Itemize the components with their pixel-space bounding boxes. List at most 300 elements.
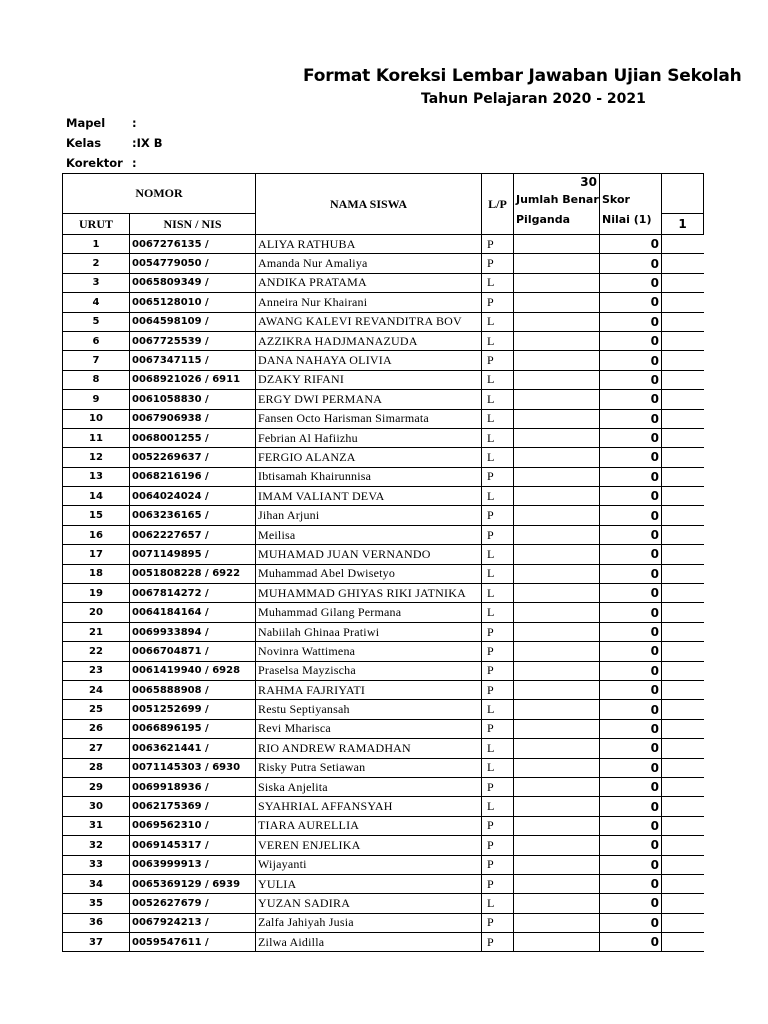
table-row <box>63 855 704 874</box>
row-extra <box>662 254 704 273</box>
row-nama-siswa: Ibtisamah Khairunnisa <box>256 467 482 486</box>
row-jumlah-benar <box>514 758 600 777</box>
row-skor: 0 <box>600 351 662 370</box>
row-nama-siswa: Febrian Al Hafiizhu <box>256 428 482 447</box>
row-extra <box>662 312 704 331</box>
row-lp: L <box>482 739 514 758</box>
row-jumlah-benar <box>514 816 600 835</box>
row-jumlah-benar <box>514 933 600 952</box>
table-row <box>63 836 704 855</box>
row-urut: 21 <box>63 622 130 641</box>
row-jumlah-benar <box>514 855 600 874</box>
row-lp: P <box>482 816 514 835</box>
row-jumlah-benar <box>514 331 600 350</box>
row-jumlah-benar <box>514 312 600 331</box>
row-extra <box>662 622 704 641</box>
row-extra <box>662 293 704 312</box>
row-nama-siswa: Wijayanti <box>256 855 482 874</box>
row-urut: 22 <box>63 642 130 661</box>
row-skor: 0 <box>600 506 662 525</box>
row-nisn: 0061058830 / <box>130 390 256 409</box>
table-row <box>63 312 704 331</box>
row-lp: L <box>482 487 514 506</box>
row-urut: 12 <box>63 448 130 467</box>
row-extra <box>662 584 704 603</box>
row-urut: 16 <box>63 525 130 544</box>
row-jumlah-benar <box>514 777 600 796</box>
meta-korektor-value: : <box>132 156 137 170</box>
row-jumlah-benar <box>514 428 600 447</box>
document-title: Format Koreksi Lembar Jawaban Ujian Sekolah <box>303 66 742 86</box>
row-urut: 36 <box>63 913 130 932</box>
table-row <box>63 487 704 506</box>
row-nama-siswa: Jihan Arjuni <box>256 506 482 525</box>
row-lp: L <box>482 390 514 409</box>
row-jumlah-benar <box>514 584 600 603</box>
row-skor: 0 <box>600 836 662 855</box>
row-lp: P <box>482 293 514 312</box>
table-row <box>63 874 704 893</box>
row-extra <box>662 874 704 893</box>
row-nama-siswa: ALIYA RATHUBA <box>256 235 482 254</box>
header-jumlah-line2: Pilganda <box>516 213 571 226</box>
header-extra-top <box>662 174 704 214</box>
table-row <box>63 467 704 486</box>
row-nisn: 0063236165 / <box>130 506 256 525</box>
table-row <box>63 254 704 273</box>
row-skor: 0 <box>600 661 662 680</box>
row-skor: 0 <box>600 487 662 506</box>
row-skor: 0 <box>600 816 662 835</box>
row-nisn: 0051808228 / 6922 <box>130 564 256 583</box>
row-skor: 0 <box>600 584 662 603</box>
row-urut: 9 <box>63 390 130 409</box>
row-jumlah-benar <box>514 351 600 370</box>
row-skor: 0 <box>600 933 662 952</box>
row-jumlah-benar <box>514 661 600 680</box>
row-urut: 1 <box>63 235 130 254</box>
row-extra <box>662 273 704 292</box>
row-nama-siswa: Siska Anjelita <box>256 777 482 796</box>
row-lp: P <box>482 506 514 525</box>
row-nama-siswa: ERGY DWI PERMANA <box>256 390 482 409</box>
row-nama-siswa: RAHMA FAJRIYATI <box>256 680 482 699</box>
row-nama-siswa: Anneira Nur Khairani <box>256 293 482 312</box>
row-nisn: 0066704871 / <box>130 642 256 661</box>
row-lp: L <box>482 370 514 389</box>
row-nama-siswa: AWANG KALEVI REVANDITRA BOV <box>256 312 482 331</box>
row-lp: P <box>482 836 514 855</box>
row-jumlah-benar <box>514 293 600 312</box>
row-urut: 14 <box>63 487 130 506</box>
row-nama-siswa: Praselsa Mayzischa <box>256 661 482 680</box>
row-nisn: 0067347115 / <box>130 351 256 370</box>
row-nama-siswa: DANA NAHAYA OLIVIA <box>256 351 482 370</box>
row-nisn: 0068216196 / <box>130 467 256 486</box>
row-skor: 0 <box>600 545 662 564</box>
row-nisn: 0069562310 / <box>130 816 256 835</box>
row-nisn: 0067924213 / <box>130 913 256 932</box>
row-extra <box>662 894 704 913</box>
document-subtitle: Tahun Pelajaran 2020 - 2021 <box>421 91 646 107</box>
header-jumlah-count: 30 <box>580 175 597 189</box>
row-urut: 27 <box>63 739 130 758</box>
row-skor: 0 <box>600 448 662 467</box>
row-extra <box>662 642 704 661</box>
row-urut: 34 <box>63 874 130 893</box>
row-jumlah-benar <box>514 680 600 699</box>
row-lp: L <box>482 603 514 622</box>
row-nisn: 0067276135 / <box>130 235 256 254</box>
row-extra <box>662 719 704 738</box>
row-nama-siswa: FERGIO ALANZA <box>256 448 482 467</box>
meta-mapel-value: : <box>132 116 137 130</box>
row-extra <box>662 758 704 777</box>
row-extra <box>662 661 704 680</box>
row-nisn: 0068921026 / 6911 <box>130 370 256 389</box>
row-skor: 0 <box>600 894 662 913</box>
row-skor: 0 <box>600 564 662 583</box>
row-skor: 0 <box>600 777 662 796</box>
row-jumlah-benar <box>514 913 600 932</box>
row-urut: 37 <box>63 933 130 952</box>
row-lp: L <box>482 331 514 350</box>
row-extra <box>662 933 704 952</box>
table-row <box>63 661 704 680</box>
row-jumlah-benar <box>514 564 600 583</box>
row-lp: P <box>482 719 514 738</box>
row-urut: 24 <box>63 680 130 699</box>
table-row <box>63 331 704 350</box>
row-nama-siswa: Amanda Nur Amaliya <box>256 254 482 273</box>
row-jumlah-benar <box>514 273 600 292</box>
header-skor <box>600 174 662 235</box>
row-jumlah-benar <box>514 235 600 254</box>
row-extra <box>662 913 704 932</box>
row-nama-siswa: SYAHRIAL AFFANSYAH <box>256 797 482 816</box>
table-row <box>63 584 704 603</box>
header-nomor: NOMOR <box>63 174 256 214</box>
row-extra <box>662 525 704 544</box>
meta-kelas-value: :IX B <box>132 136 163 150</box>
row-skor: 0 <box>600 254 662 273</box>
row-nama-siswa: Restu Septiyansah <box>256 700 482 719</box>
row-extra <box>662 390 704 409</box>
row-urut: 29 <box>63 777 130 796</box>
row-nisn: 0065128010 / <box>130 293 256 312</box>
row-jumlah-benar <box>514 836 600 855</box>
row-extra <box>662 370 704 389</box>
row-nisn: 0065369129 / 6939 <box>130 874 256 893</box>
row-nisn: 0071149895 / <box>130 545 256 564</box>
row-nama-siswa: MUHAMMAD GHIYAS RIKI JATNIKA <box>256 584 482 603</box>
row-nama-siswa: Fansen Octo Harisman Simarmata <box>256 409 482 428</box>
row-nama-siswa: VEREN ENJELIKA <box>256 836 482 855</box>
row-nisn: 0067814272 / <box>130 584 256 603</box>
row-lp: P <box>482 933 514 952</box>
row-jumlah-benar <box>514 700 600 719</box>
row-urut: 7 <box>63 351 130 370</box>
row-lp: P <box>482 680 514 699</box>
row-nama-siswa: YULIA <box>256 874 482 893</box>
header-jumlah-line1: Jumlah Benar <box>516 193 599 206</box>
row-skor: 0 <box>600 719 662 738</box>
row-nisn: 0062227657 / <box>130 525 256 544</box>
row-jumlah-benar <box>514 254 600 273</box>
row-extra <box>662 700 704 719</box>
row-nama-siswa: Zilwa Aidilla <box>256 933 482 952</box>
table-row <box>63 797 704 816</box>
row-extra <box>662 331 704 350</box>
row-urut: 33 <box>63 855 130 874</box>
row-extra <box>662 428 704 447</box>
row-nisn: 0065888908 / <box>130 680 256 699</box>
row-nisn: 0054779050 / <box>130 254 256 273</box>
table-row <box>63 370 704 389</box>
table-row <box>63 777 704 796</box>
table-row <box>63 894 704 913</box>
row-nisn: 0059547611 / <box>130 933 256 952</box>
header-urut: URUT <box>63 214 130 235</box>
row-jumlah-benar <box>514 448 600 467</box>
row-jumlah-benar <box>514 545 600 564</box>
row-extra <box>662 564 704 583</box>
row-skor: 0 <box>600 855 662 874</box>
table-row <box>63 758 704 777</box>
row-jumlah-benar <box>514 409 600 428</box>
row-extra <box>662 777 704 796</box>
table-row <box>63 933 704 952</box>
row-lp: P <box>482 351 514 370</box>
row-urut: 13 <box>63 467 130 486</box>
row-nama-siswa: TIARA AURELLIA <box>256 816 482 835</box>
row-jumlah-benar <box>514 719 600 738</box>
row-jumlah-benar <box>514 622 600 641</box>
row-urut: 5 <box>63 312 130 331</box>
row-nama-siswa: IMAM VALIANT DEVA <box>256 487 482 506</box>
row-urut: 18 <box>63 564 130 583</box>
header-extra: 1 <box>662 214 704 235</box>
row-extra <box>662 797 704 816</box>
row-nama-siswa: Novinra Wattimena <box>256 642 482 661</box>
row-lp: L <box>482 448 514 467</box>
row-lp: P <box>482 642 514 661</box>
row-skor: 0 <box>600 797 662 816</box>
row-urut: 17 <box>63 545 130 564</box>
row-urut: 11 <box>63 428 130 447</box>
row-jumlah-benar <box>514 642 600 661</box>
row-nama-siswa: DZAKY RIFANI <box>256 370 482 389</box>
row-extra <box>662 816 704 835</box>
row-lp: L <box>482 584 514 603</box>
row-extra <box>662 409 704 428</box>
header-skor-line2: Nilai (1) <box>602 213 652 226</box>
row-nisn: 0066896195 / <box>130 719 256 738</box>
row-lp: P <box>482 525 514 544</box>
table-row <box>63 506 704 525</box>
row-lp: P <box>482 855 514 874</box>
row-skor: 0 <box>600 874 662 893</box>
table-row <box>63 545 704 564</box>
row-lp: L <box>482 894 514 913</box>
row-nama-siswa: Muhammad Gilang Permana <box>256 603 482 622</box>
row-jumlah-benar <box>514 390 600 409</box>
row-extra <box>662 467 704 486</box>
row-nisn: 0067906938 / <box>130 409 256 428</box>
row-skor: 0 <box>600 293 662 312</box>
row-nama-siswa: YUZAN SADIRA <box>256 894 482 913</box>
row-extra <box>662 855 704 874</box>
row-lp: L <box>482 409 514 428</box>
meta-mapel-label: Mapel <box>66 116 106 130</box>
table-row <box>63 235 704 254</box>
row-jumlah-benar <box>514 797 600 816</box>
row-nisn: 0069145317 / <box>130 836 256 855</box>
row-nisn: 0061419940 / 6928 <box>130 661 256 680</box>
row-extra <box>662 351 704 370</box>
row-nisn: 0065809349 / <box>130 273 256 292</box>
row-nisn: 0052627679 / <box>130 894 256 913</box>
row-nisn: 0052269637 / <box>130 448 256 467</box>
row-jumlah-benar <box>514 487 600 506</box>
row-jumlah-benar <box>514 874 600 893</box>
row-lp: L <box>482 273 514 292</box>
table-row <box>63 603 704 622</box>
row-skor: 0 <box>600 758 662 777</box>
meta-korektor-label: Korektor <box>66 156 123 170</box>
row-extra <box>662 448 704 467</box>
table-row <box>63 622 704 641</box>
table-row <box>63 273 704 292</box>
table-row <box>63 564 704 583</box>
table-row <box>63 525 704 544</box>
row-nama-siswa: Zalfa Jahiyah Jusia <box>256 913 482 932</box>
row-urut: 19 <box>63 584 130 603</box>
table-row <box>63 816 704 835</box>
table-row <box>63 700 704 719</box>
row-lp: L <box>482 797 514 816</box>
row-jumlah-benar <box>514 506 600 525</box>
row-jumlah-benar <box>514 894 600 913</box>
row-jumlah-benar <box>514 739 600 758</box>
row-lp: P <box>482 235 514 254</box>
table-row <box>63 642 704 661</box>
row-lp: P <box>482 467 514 486</box>
table-row <box>63 351 704 370</box>
row-extra <box>662 603 704 622</box>
row-skor: 0 <box>600 467 662 486</box>
row-lp: L <box>482 564 514 583</box>
row-lp: P <box>482 777 514 796</box>
row-extra <box>662 487 704 506</box>
row-extra <box>662 739 704 758</box>
row-extra <box>662 235 704 254</box>
row-nama-siswa: AZZIKRA HADJMANAZUDA <box>256 331 482 350</box>
table-row <box>63 739 704 758</box>
row-extra <box>662 506 704 525</box>
row-skor: 0 <box>600 390 662 409</box>
row-nisn: 0063999913 / <box>130 855 256 874</box>
table-row <box>63 390 704 409</box>
row-lp: P <box>482 913 514 932</box>
row-nisn: 0063621441 / <box>130 739 256 758</box>
table-row <box>63 293 704 312</box>
row-nama-siswa: Revi Mharisca <box>256 719 482 738</box>
row-urut: 15 <box>63 506 130 525</box>
row-lp: L <box>482 700 514 719</box>
row-jumlah-benar <box>514 370 600 389</box>
row-urut: 10 <box>63 409 130 428</box>
row-skor: 0 <box>600 700 662 719</box>
row-nisn: 0068001255 / <box>130 428 256 447</box>
row-urut: 23 <box>63 661 130 680</box>
header-nisn: NISN / NIS <box>130 214 256 235</box>
header-skor-line1: Skor <box>602 193 630 206</box>
row-nisn: 0071145303 / 6930 <box>130 758 256 777</box>
score-table <box>62 173 704 952</box>
row-jumlah-benar <box>514 467 600 486</box>
table-row <box>63 913 704 932</box>
row-urut: 6 <box>63 331 130 350</box>
header-lp: L/P <box>482 174 514 235</box>
table-row <box>63 448 704 467</box>
row-nama-siswa: ANDIKA PRATAMA <box>256 273 482 292</box>
row-skor: 0 <box>600 273 662 292</box>
table-row <box>63 409 704 428</box>
table-row <box>63 428 704 447</box>
row-urut: 20 <box>63 603 130 622</box>
row-nisn: 0064024024 / <box>130 487 256 506</box>
row-skor: 0 <box>600 428 662 447</box>
row-skor: 0 <box>600 312 662 331</box>
row-nama-siswa: Risky Putra Setiawan <box>256 758 482 777</box>
row-lp: P <box>482 622 514 641</box>
row-nama-siswa: Muhammad Abel Dwisetyo <box>256 564 482 583</box>
row-nama-siswa: MUHAMAD JUAN VERNANDO <box>256 545 482 564</box>
row-lp: L <box>482 428 514 447</box>
row-skor: 0 <box>600 525 662 544</box>
row-skor: 0 <box>600 680 662 699</box>
row-nama-siswa: Meilisa <box>256 525 482 544</box>
row-urut: 30 <box>63 797 130 816</box>
row-skor: 0 <box>600 603 662 622</box>
row-urut: 4 <box>63 293 130 312</box>
table-row <box>63 719 704 738</box>
row-jumlah-benar <box>514 603 600 622</box>
row-lp: L <box>482 312 514 331</box>
row-extra <box>662 836 704 855</box>
row-lp: L <box>482 758 514 777</box>
row-nisn: 0069918936 / <box>130 777 256 796</box>
row-skor: 0 <box>600 622 662 641</box>
row-lp: P <box>482 254 514 273</box>
row-skor: 0 <box>600 331 662 350</box>
row-urut: 31 <box>63 816 130 835</box>
row-skor: 0 <box>600 409 662 428</box>
row-urut: 28 <box>63 758 130 777</box>
row-nisn: 0069933894 / <box>130 622 256 641</box>
row-nisn: 0064598109 / <box>130 312 256 331</box>
header-jumlah-benar <box>514 174 600 235</box>
row-extra <box>662 545 704 564</box>
row-urut: 8 <box>63 370 130 389</box>
meta-kelas-label: Kelas <box>66 136 102 150</box>
row-urut: 3 <box>63 273 130 292</box>
row-extra <box>662 680 704 699</box>
row-nisn: 0051252699 / <box>130 700 256 719</box>
row-nama-siswa: Nabiilah Ghinaa Pratiwi <box>256 622 482 641</box>
row-lp: L <box>482 545 514 564</box>
